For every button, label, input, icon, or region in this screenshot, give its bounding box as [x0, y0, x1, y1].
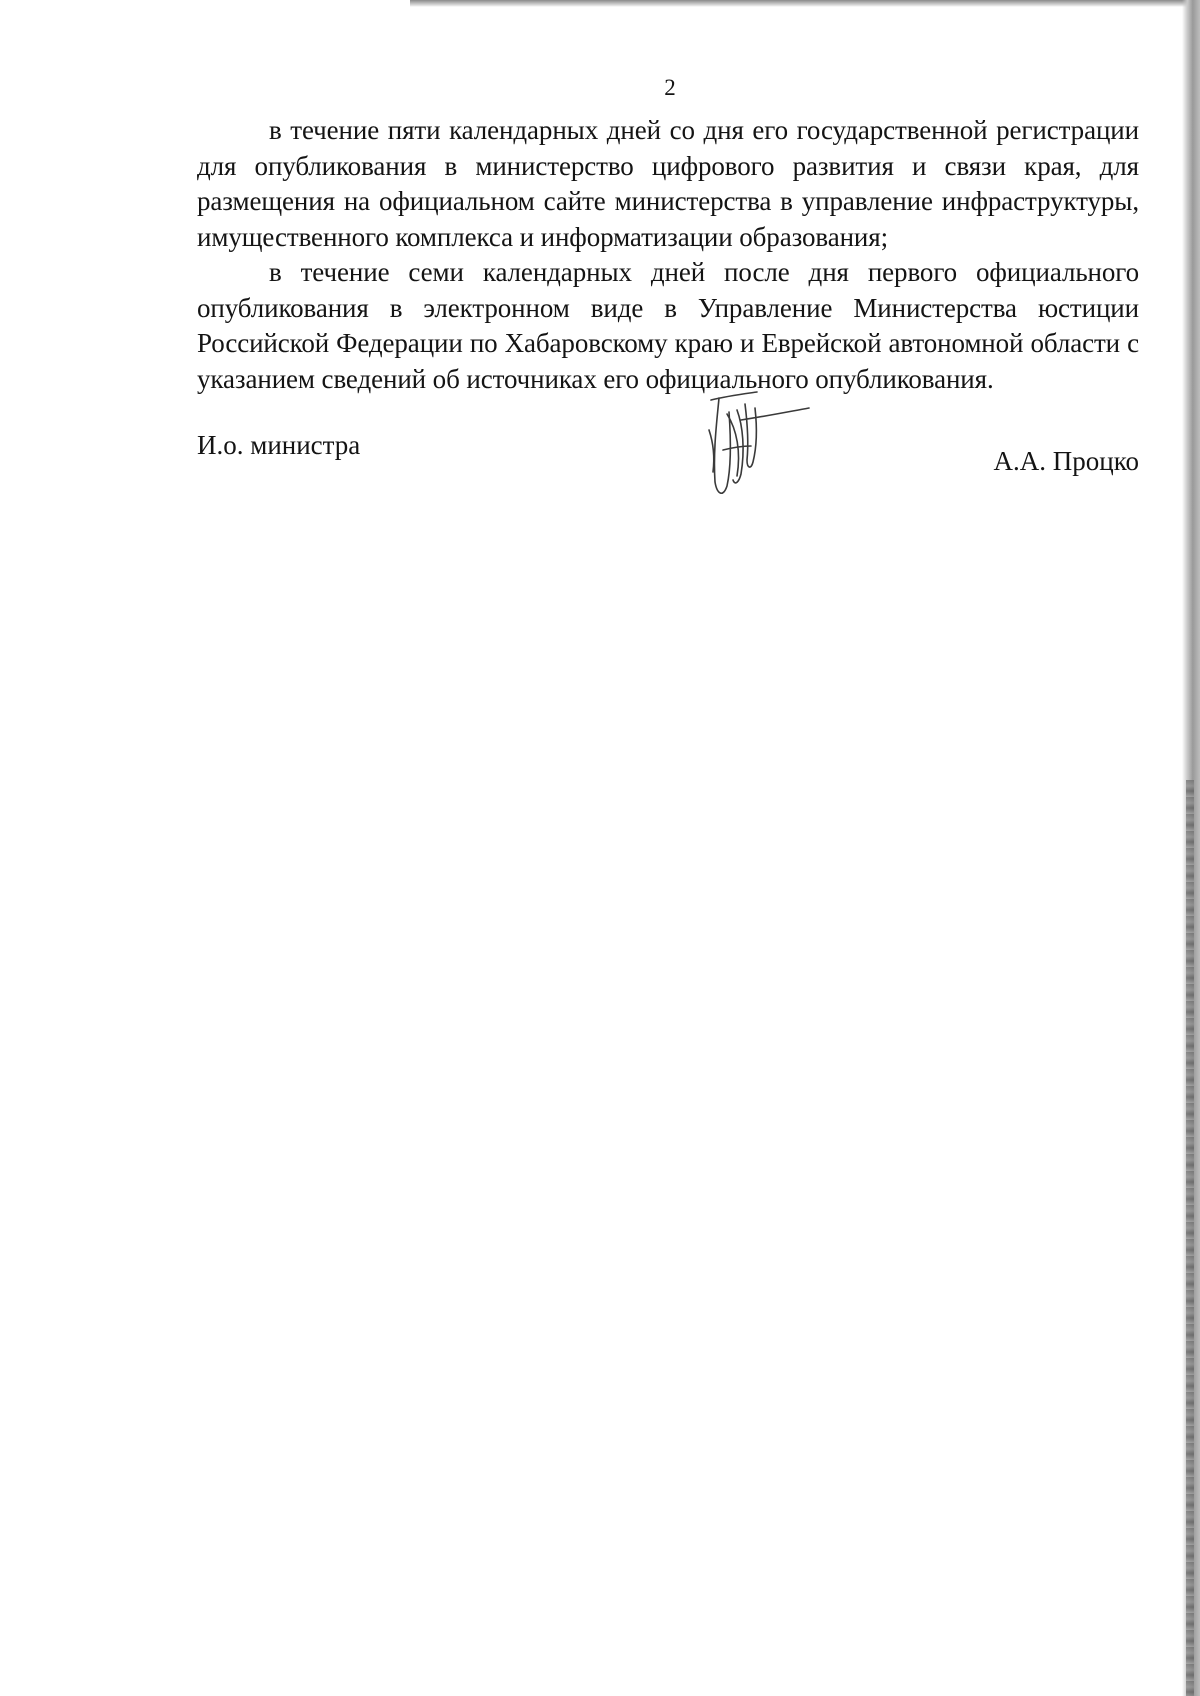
- signature-block: [197, 420, 1139, 530]
- paragraph-first: в течение пяти календарных дней со дня его государственной регистрации для опубликования в министерство цифрового развития и связи края, для размещения на официальном сайте министерства в управление инфраструктуры, имущественного комплекса и информатизации образования;: [197, 115, 1139, 252]
- handwritten-signature: [697, 390, 817, 510]
- document-body: [197, 113, 1139, 397]
- signer-name: А.А. Процко: [993, 446, 1139, 476]
- scan-right-edge-shadow: [1186, 780, 1194, 1696]
- signer-title: И.о. министра: [197, 430, 361, 460]
- paragraph-second: в течение семи календарных дней после дня первого официального опубликования в электронном виде в Управление Министерства юстиции Российской Федерации по Хабаровскому краю и Еврейской автономной области с указанием сведений об источниках его официального опубликования.: [197, 257, 1139, 394]
- scan-top-edge: [410, 0, 1200, 7]
- page-number: 2: [664, 75, 676, 100]
